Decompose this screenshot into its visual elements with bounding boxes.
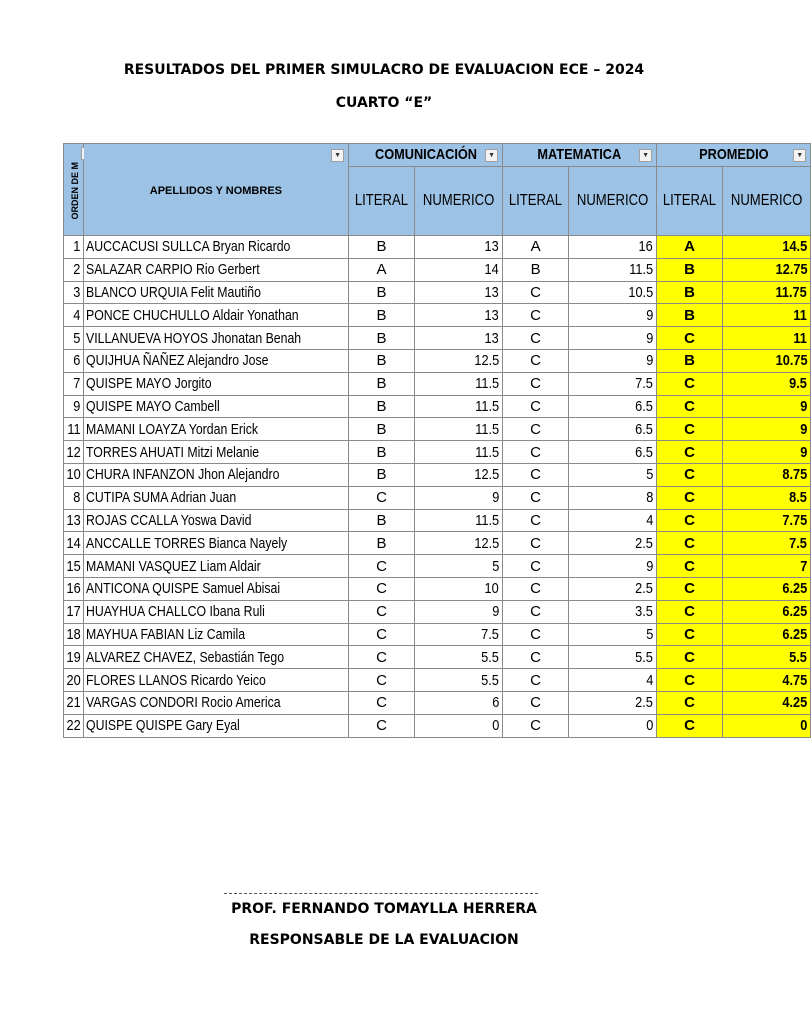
- table-row: [64, 258, 811, 281]
- document-title: RESULTADOS DEL PRIMER SIMULACRO DE EVALUACION ECE – 2024: [123, 62, 645, 78]
- filter-dropdown-icon[interactable]: ▼: [485, 149, 498, 162]
- matematica-numerico: 8: [569, 486, 657, 509]
- row-number: 2: [64, 258, 84, 281]
- comunicacion-literal: B: [349, 349, 415, 372]
- header-matematica-label: MATEMATICA: [537, 146, 622, 163]
- row-number: 12: [64, 441, 84, 464]
- matematica-numerico: 6.5: [569, 418, 657, 441]
- comunicacion-numerico: 12.5: [415, 463, 503, 486]
- row-number: 6: [64, 349, 84, 372]
- matematica-numerico: 0: [569, 714, 657, 737]
- comunicacion-literal: B: [349, 418, 415, 441]
- comunicacion-literal: B: [349, 532, 415, 555]
- matematica-numerico: 10.5: [569, 281, 657, 304]
- row-number: 7: [64, 372, 84, 395]
- comunicacion-literal: B: [349, 281, 415, 304]
- comunicacion-numerico: 5.5: [415, 646, 503, 669]
- row-number: 17: [64, 600, 84, 623]
- document-subtitle: CUARTO “E”: [335, 95, 433, 111]
- promedio-literal: C: [657, 600, 723, 623]
- promedio-numerico: 4.75: [723, 669, 811, 692]
- matematica-literal: C: [503, 304, 569, 327]
- student-name: QUISPE MAYO Cambell: [83, 395, 348, 418]
- row-number: 22: [64, 714, 84, 737]
- table-row: [64, 418, 811, 441]
- comunicacion-numerico: 13: [415, 281, 503, 304]
- comunicacion-numerico: 12.5: [415, 532, 503, 555]
- student-name: MAMANI LOAYZA Yordan Erick: [83, 418, 348, 441]
- comunicacion-literal: C: [349, 600, 415, 623]
- matematica-literal: C: [503, 349, 569, 372]
- matematica-numerico: 2.5: [569, 691, 657, 714]
- row-number: 4: [64, 304, 84, 327]
- header-prom-literal: LITERAL: [657, 167, 723, 236]
- student-name: CHURA INFANZON Jhon Alejandro: [83, 463, 348, 486]
- row-number: 16: [64, 577, 84, 600]
- filter-dropdown-icon[interactable]: ▼: [331, 149, 344, 162]
- matematica-literal: C: [503, 669, 569, 692]
- promedio-literal: C: [657, 623, 723, 646]
- comunicacion-literal: B: [349, 463, 415, 486]
- comunicacion-literal: B: [349, 304, 415, 327]
- results-body: [64, 236, 811, 738]
- student-name: VILLANUEVA HOYOS Jhonatan Benah: [83, 327, 348, 350]
- row-number: 19: [64, 646, 84, 669]
- header-prom-numerico: NUMERICO: [723, 167, 811, 236]
- comunicacion-numerico: 13: [415, 304, 503, 327]
- matematica-numerico: 2.5: [569, 532, 657, 555]
- promedio-numerico: 0: [723, 714, 811, 737]
- row-number: 3: [64, 281, 84, 304]
- matematica-literal: C: [503, 327, 569, 350]
- matematica-numerico: 3.5: [569, 600, 657, 623]
- matematica-numerico: 4: [569, 509, 657, 532]
- matematica-numerico: 6.5: [569, 395, 657, 418]
- comunicacion-numerico: 10: [415, 577, 503, 600]
- table-row: [64, 327, 811, 350]
- promedio-numerico: 10.75: [723, 349, 811, 372]
- matematica-literal: C: [503, 600, 569, 623]
- matematica-literal: C: [503, 395, 569, 418]
- comunicacion-literal: C: [349, 669, 415, 692]
- comunicacion-literal: C: [349, 486, 415, 509]
- student-name: ROJAS CCALLA Yoswa David: [83, 509, 348, 532]
- matematica-literal: A: [503, 236, 569, 259]
- student-name: ANTICONA QUISPE Samuel Abisai: [83, 577, 348, 600]
- matematica-literal: C: [503, 532, 569, 555]
- row-number: 11: [64, 418, 84, 441]
- promedio-numerico: 8.75: [723, 463, 811, 486]
- header-com-literal: LITERAL: [349, 167, 415, 236]
- header-mat-literal: LITERAL: [503, 167, 569, 236]
- table-row: [64, 372, 811, 395]
- promedio-numerico: 11.75: [723, 281, 811, 304]
- matematica-literal: C: [503, 486, 569, 509]
- matematica-literal: C: [503, 555, 569, 578]
- promedio-numerico: 9: [723, 441, 811, 464]
- comunicacion-numerico: 5: [415, 555, 503, 578]
- promedio-numerico: 7.75: [723, 509, 811, 532]
- table-row: [64, 714, 811, 737]
- comunicacion-numerico: 14: [415, 258, 503, 281]
- student-name: QUISPE MAYO Jorgito: [83, 372, 348, 395]
- comunicacion-numerico: 11.5: [415, 372, 503, 395]
- promedio-numerico: 7: [723, 555, 811, 578]
- promedio-numerico: 5.5: [723, 646, 811, 669]
- comunicacion-numerico: 0: [415, 714, 503, 737]
- matematica-literal: C: [503, 372, 569, 395]
- comunicacion-numerico: 13: [415, 327, 503, 350]
- row-number: 10: [64, 463, 84, 486]
- results-table: [63, 143, 811, 738]
- promedio-numerico: 11: [723, 304, 811, 327]
- matematica-literal: C: [503, 281, 569, 304]
- promedio-literal: B: [657, 258, 723, 281]
- student-name: HUAYHUA CHALLCO Ibana Ruli: [83, 600, 348, 623]
- promedio-literal: C: [657, 441, 723, 464]
- signature-line: [224, 893, 538, 894]
- matematica-numerico: 5.5: [569, 646, 657, 669]
- matematica-numerico: 9: [569, 304, 657, 327]
- promedio-literal: C: [657, 669, 723, 692]
- promedio-numerico: 7.5: [723, 532, 811, 555]
- row-number: 5: [64, 327, 84, 350]
- header-orden-label: ORDEN DE M: [70, 162, 80, 220]
- header-names: [83, 144, 348, 236]
- sort-filter-icon[interactable]: ▼: [793, 149, 806, 162]
- promedio-numerico: 14.5: [723, 236, 811, 259]
- promedio-literal: C: [657, 577, 723, 600]
- matematica-numerico: 6.5: [569, 441, 657, 464]
- comunicacion-literal: C: [349, 623, 415, 646]
- promedio-literal: C: [657, 555, 723, 578]
- table-row: [64, 349, 811, 372]
- student-name: TORRES AHUATI Mitzi Melanie: [83, 441, 348, 464]
- matematica-literal: C: [503, 441, 569, 464]
- matematica-numerico: 4: [569, 669, 657, 692]
- table-row: [64, 509, 811, 532]
- table-row: [64, 486, 811, 509]
- student-name: MAYHUA FABIAN Liz Camila: [83, 623, 348, 646]
- promedio-literal: C: [657, 372, 723, 395]
- matematica-numerico: 9: [569, 349, 657, 372]
- student-name: ALVAREZ CHAVEZ, Sebastián Tego: [83, 646, 348, 669]
- filter-dropdown-icon[interactable]: ▼: [639, 149, 652, 162]
- student-name: ANCCALLE TORRES Bianca Nayely: [83, 532, 348, 555]
- comunicacion-literal: A: [349, 258, 415, 281]
- promedio-literal: B: [657, 281, 723, 304]
- promedio-literal: A: [657, 236, 723, 259]
- header-comunicacion-label: COMUNICACIÓN: [374, 146, 477, 163]
- signature-role: RESPONSABLE DE LA EVALUACION: [249, 932, 519, 948]
- comunicacion-numerico: 9: [415, 486, 503, 509]
- student-name: SALAZAR CARPIO Rio Gerbert: [83, 258, 348, 281]
- comunicacion-literal: C: [349, 577, 415, 600]
- promedio-numerico: 11: [723, 327, 811, 350]
- comunicacion-literal: C: [349, 714, 415, 737]
- table-row: [64, 669, 811, 692]
- table-row: [64, 532, 811, 555]
- promedio-numerico: 6.25: [723, 577, 811, 600]
- student-name: PONCE CHUCHULLO Aldair Yonathan: [83, 304, 348, 327]
- matematica-literal: C: [503, 623, 569, 646]
- table-row: [64, 646, 811, 669]
- matematica-literal: C: [503, 418, 569, 441]
- student-name: QUISPE QUISPE Gary Eyal: [83, 714, 348, 737]
- promedio-numerico: 9: [723, 395, 811, 418]
- matematica-numerico: 11.5: [569, 258, 657, 281]
- matematica-numerico: 7.5: [569, 372, 657, 395]
- promedio-numerico: 8.5: [723, 486, 811, 509]
- matematica-literal: C: [503, 691, 569, 714]
- table-row: [64, 577, 811, 600]
- promedio-literal: B: [657, 349, 723, 372]
- student-name: AUCCACUSI SULLCA Bryan Ricardo: [83, 236, 348, 259]
- comunicacion-numerico: 11.5: [415, 509, 503, 532]
- comunicacion-numerico: 11.5: [415, 395, 503, 418]
- comunicacion-literal: C: [349, 691, 415, 714]
- signature-name: PROF. FERNANDO TOMAYLLA HERRERA: [231, 901, 537, 917]
- promedio-numerico: 4.25: [723, 691, 811, 714]
- comunicacion-numerico: 9: [415, 600, 503, 623]
- matematica-literal: C: [503, 714, 569, 737]
- promedio-literal: C: [657, 327, 723, 350]
- matematica-literal: C: [503, 577, 569, 600]
- comunicacion-numerico: 7.5: [415, 623, 503, 646]
- table-row: [64, 441, 811, 464]
- table-row: [64, 395, 811, 418]
- table-row: [64, 623, 811, 646]
- promedio-literal: C: [657, 646, 723, 669]
- promedio-numerico: 12.75: [723, 258, 811, 281]
- comunicacion-literal: B: [349, 327, 415, 350]
- matematica-numerico: 16: [569, 236, 657, 259]
- comunicacion-numerico: 5.5: [415, 669, 503, 692]
- row-number: 14: [64, 532, 84, 555]
- matematica-literal: B: [503, 258, 569, 281]
- promedio-literal: C: [657, 509, 723, 532]
- promedio-literal: B: [657, 304, 723, 327]
- table-row: [64, 600, 811, 623]
- promedio-numerico: 6.25: [723, 623, 811, 646]
- table-row: [64, 463, 811, 486]
- comunicacion-literal: B: [349, 372, 415, 395]
- table-row: [64, 236, 811, 259]
- student-name: QUIJHUA ÑAÑEZ Alejandro Jose: [83, 349, 348, 372]
- row-number: 18: [64, 623, 84, 646]
- comunicacion-numerico: 11.5: [415, 418, 503, 441]
- matematica-literal: C: [503, 509, 569, 532]
- comunicacion-literal: B: [349, 441, 415, 464]
- header-promedio: [657, 144, 811, 167]
- matematica-literal: C: [503, 646, 569, 669]
- row-number: 20: [64, 669, 84, 692]
- comunicacion-numerico: 11.5: [415, 441, 503, 464]
- table-row: [64, 304, 811, 327]
- row-number: 21: [64, 691, 84, 714]
- table-row: [64, 281, 811, 304]
- promedio-numerico: 9: [723, 418, 811, 441]
- header-comunicacion: [349, 144, 503, 167]
- header-promedio-label: PROMEDIO: [698, 146, 769, 163]
- comunicacion-literal: B: [349, 395, 415, 418]
- matematica-numerico: 5: [569, 463, 657, 486]
- matematica-literal: C: [503, 463, 569, 486]
- student-name: VARGAS CONDORI Rocio America: [83, 691, 348, 714]
- promedio-literal: C: [657, 486, 723, 509]
- comunicacion-literal: B: [349, 509, 415, 532]
- row-number: 8: [64, 486, 84, 509]
- table-row: [64, 691, 811, 714]
- student-name: BLANCO URQUIA Felit Mautiño: [83, 281, 348, 304]
- promedio-literal: C: [657, 532, 723, 555]
- row-number: 13: [64, 509, 84, 532]
- matematica-numerico: 2.5: [569, 577, 657, 600]
- header-com-numerico: NUMERICO: [415, 167, 503, 236]
- matematica-numerico: 5: [569, 623, 657, 646]
- promedio-numerico: 9.5: [723, 372, 811, 395]
- comunicacion-numerico: 13: [415, 236, 503, 259]
- promedio-literal: C: [657, 395, 723, 418]
- table-row: [64, 555, 811, 578]
- comunicacion-literal: C: [349, 646, 415, 669]
- matematica-numerico: 9: [569, 327, 657, 350]
- student-name: FLORES LLANOS Ricardo Yeico: [83, 669, 348, 692]
- comunicacion-literal: C: [349, 555, 415, 578]
- header-matematica: [503, 144, 657, 167]
- header-orden: [64, 144, 84, 236]
- promedio-literal: C: [657, 691, 723, 714]
- matematica-numerico: 9: [569, 555, 657, 578]
- promedio-literal: C: [657, 463, 723, 486]
- comunicacion-literal: B: [349, 236, 415, 259]
- comunicacion-numerico: 12.5: [415, 349, 503, 372]
- comunicacion-numerico: 6: [415, 691, 503, 714]
- student-name: CUTIPA SUMA Adrian Juan: [83, 486, 348, 509]
- row-number: 15: [64, 555, 84, 578]
- student-name: MAMANI VASQUEZ Liam Aldair: [83, 555, 348, 578]
- row-number: 1: [64, 236, 84, 259]
- promedio-literal: C: [657, 714, 723, 737]
- row-number: 9: [64, 395, 84, 418]
- promedio-numerico: 6.25: [723, 600, 811, 623]
- promedio-literal: C: [657, 418, 723, 441]
- header-mat-numerico: NUMERICO: [569, 167, 657, 236]
- header-names-label: APELLIDOS Y NOMBRES: [149, 184, 282, 197]
